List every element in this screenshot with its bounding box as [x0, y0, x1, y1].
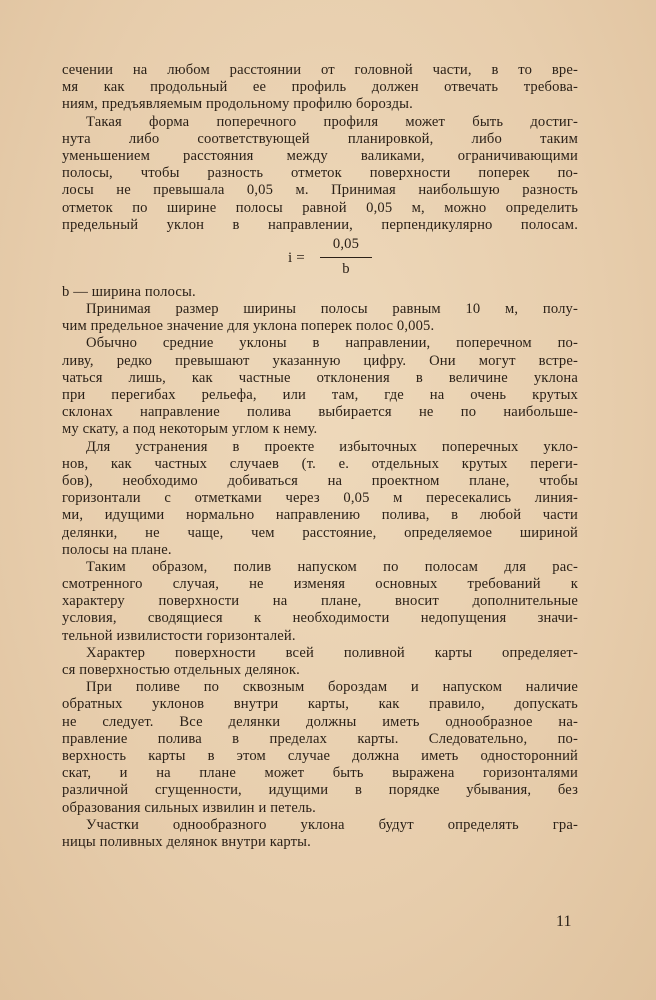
text-line: ми, идущими нормально направлению полива, в любой части — [62, 507, 578, 524]
text-line: му скату, а под некоторым углом к нему. — [62, 421, 318, 438]
text-line: правление полива в пределах карты. Следовательно, по- — [62, 730, 578, 747]
formula — [62, 236, 578, 284]
text-line: верхность карты в этом случае должна иметь односторонний — [62, 747, 578, 764]
text-line: ниям, предъявляемым продольному профилю борозды. — [62, 96, 413, 113]
text-line: образования сильных извилин и петель. — [62, 799, 316, 816]
text-line: отметок по ширине полосы равной 0,05 м, можно определить — [62, 199, 578, 216]
text-line: обратных уклонов внутри карты, как правило, допускать — [62, 696, 578, 713]
text-line: нута либо соответствующей планировкой, либо таким — [62, 130, 578, 147]
body-text — [62, 62, 578, 851]
text-line: делянки, не чаще, чем расстояние, определяемое шириной — [62, 524, 578, 541]
text-line: скат, и на плане может быть выражена горизонталями — [62, 765, 578, 782]
text-line: мя как продольный ее профиль должен отвечать требова- — [62, 79, 578, 96]
text-line: лосы не превышала 0,05 м. Принимая наибольшую разность — [62, 182, 578, 199]
formula-numerator: 0,05 — [332, 235, 360, 252]
text-line: ливу, редко превышают указанную цифру. Они могут встре- — [62, 352, 578, 369]
paragraph-10 — [62, 817, 578, 851]
text-line: Таким образом, полив напуском по полосам для рас- — [86, 558, 578, 575]
text-line: ся поверхностью отдельных делянок. — [62, 662, 300, 678]
paragraph-6 — [62, 439, 578, 559]
text-line: чим предельное значение для уклона поперек полос 0,005. — [62, 318, 435, 335]
text-line: полосы на плане. — [62, 541, 172, 558]
paragraph-8 — [62, 645, 578, 679]
paragraph-9 — [62, 679, 578, 817]
text-line: чаться лишь, как частные отклонения в величине уклона — [62, 369, 578, 386]
text-line: Участки однообразного уклона будут определять гра- — [86, 816, 578, 833]
text-line: ницы поливных делянок внутри карты. — [62, 833, 311, 850]
text-line: уменьшением расстояния между валиками, ограничивающими — [62, 147, 578, 164]
text-line: Обычно средние уклоны в направлении, поперечном по- — [86, 335, 578, 352]
text-line: условия, сводящиеся к необходимости недопущения значи- — [62, 610, 578, 627]
text-line: Такая форма поперечного профиля может быть достиг- — [86, 113, 578, 130]
text-line: При поливе по сквозным бороздам и напуском наличие — [86, 679, 578, 696]
text-line: бов), необходимо добиваться на проектном плане, чтобы — [62, 472, 578, 489]
text-line: нов, как частных случаев (т. е. отдельных крутых переги- — [62, 455, 578, 472]
paragraph-5 — [62, 335, 578, 438]
page-number: 11 — [556, 913, 572, 930]
text-line: характеру поверхности на плане, вносит дополнительные — [62, 593, 578, 610]
formula-denominator: b — [342, 260, 350, 277]
text-line: Принимая размер ширины полосы равным 10 м, полу- — [86, 301, 578, 318]
text-line: b — ширина полосы. — [62, 283, 196, 300]
paragraph-3 — [62, 284, 578, 301]
text-line: Характер поверхности всей поливной карты определяет- — [86, 644, 578, 661]
text-line: предельный уклон в направлении, перпендикулярно полосам. — [62, 216, 578, 233]
text-line: тельной извилистости горизонталей. — [62, 627, 296, 644]
text-line: полосы, чтобы разность отметок поверхности поперек по- — [62, 165, 578, 182]
text-line: сечении на любом расстоянии от головной части, в то вре- — [62, 62, 578, 78]
paragraph-2 — [62, 114, 578, 234]
fraction-bar — [320, 257, 372, 258]
paragraph-1 — [62, 62, 578, 114]
text-line: не следует. Все делянки должны иметь однообразное на- — [62, 713, 578, 730]
text-line: склонах направление полива выбирается не по наибольше- — [62, 404, 578, 421]
text-line: смотренного случая, не изменяя основных требований к — [62, 576, 578, 593]
paragraph-4 — [62, 301, 578, 335]
text-line: при перегибах рельефа, или там, где на очень крутых — [62, 387, 578, 403]
text-line: Для устранения в проекте избыточных поперечных укло- — [86, 438, 578, 455]
text-line: различной сгущенности, идущими в порядке убывания, без — [62, 782, 578, 799]
paragraph-7 — [62, 559, 578, 645]
formula-lhs: i = — [288, 249, 305, 266]
text-line: горизонтали с отметками через 0,05 м пересекались линия- — [62, 490, 578, 507]
